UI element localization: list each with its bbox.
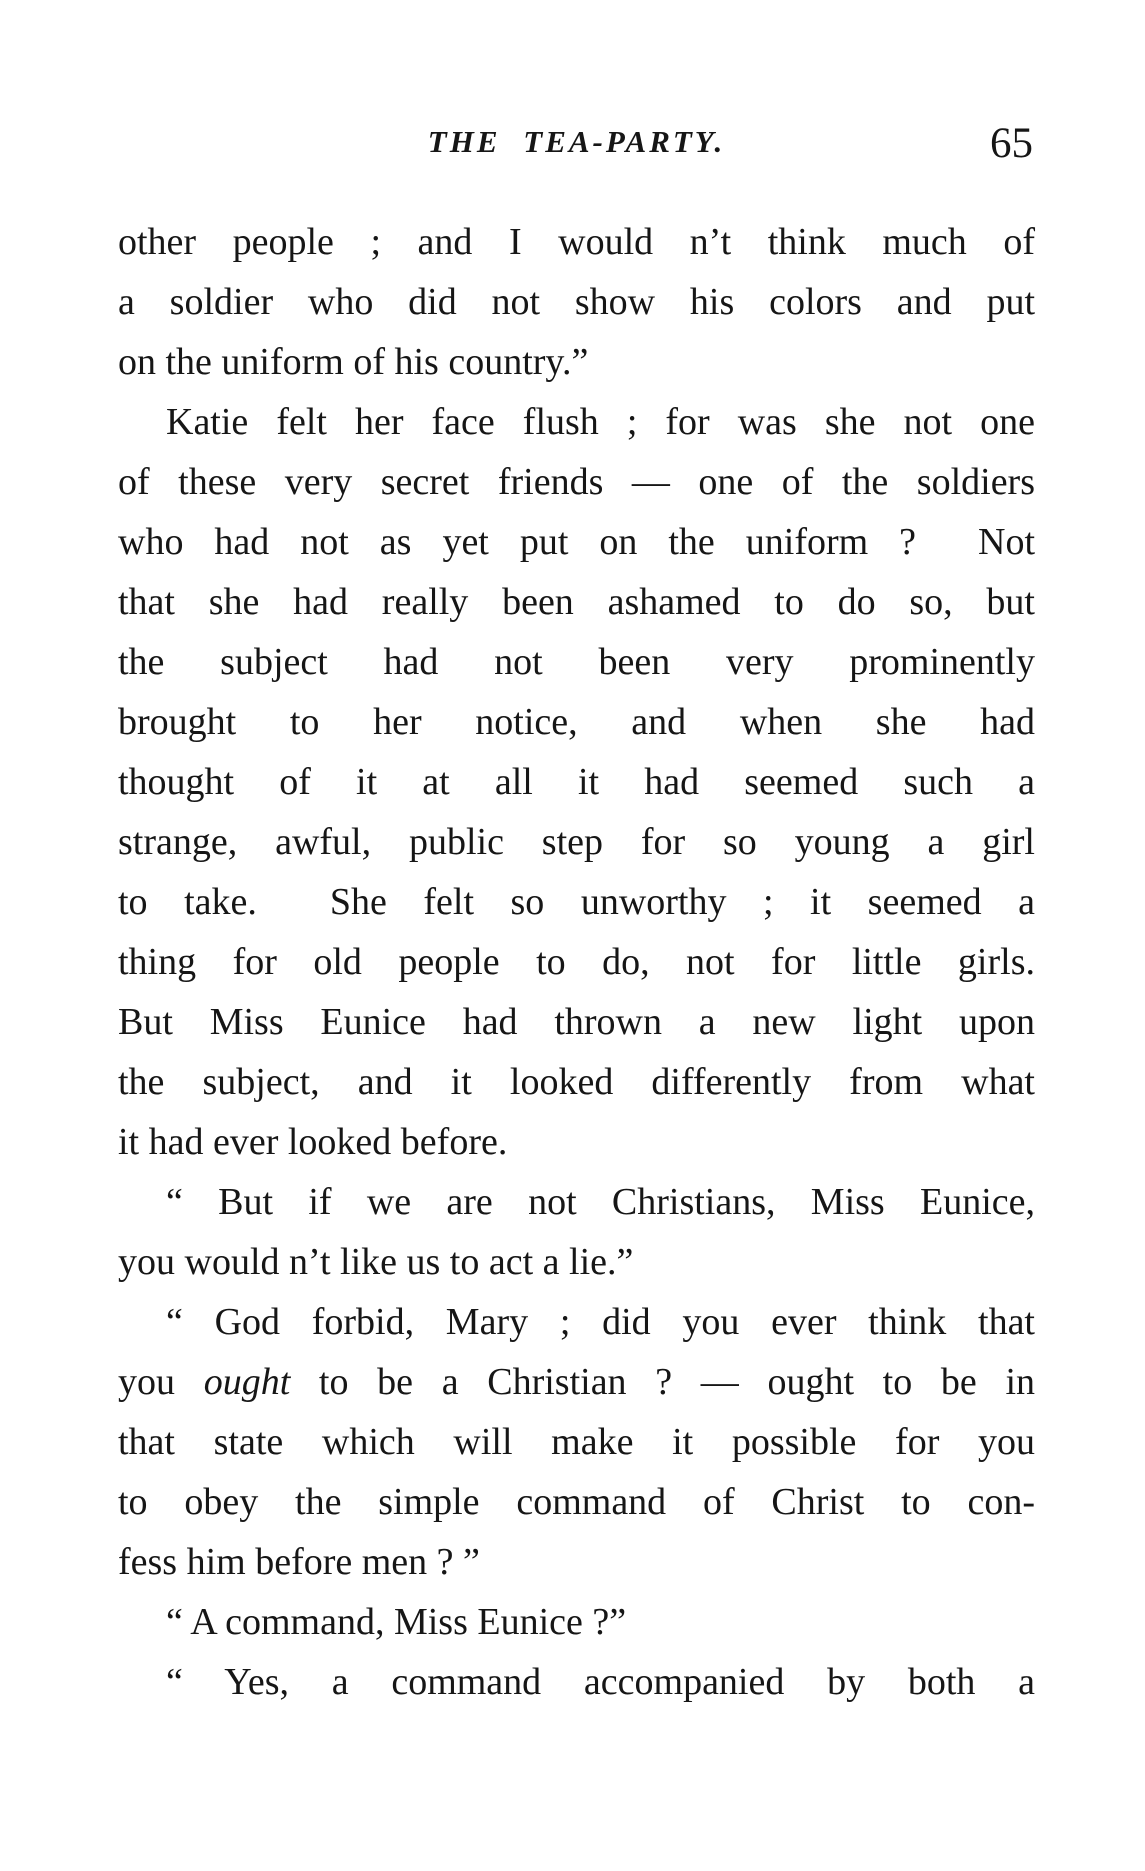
text-line [118,1352,1035,1412]
text-line [118,452,1035,512]
text-line [118,572,1035,632]
text-line [118,1652,1035,1712]
text-segment: “ God forbid, Mary ; did you ever think that [166,1301,1035,1343]
text-segment: to be a Christian ? — ought to be in [290,1361,1036,1403]
text-line [118,1232,1035,1292]
text-line [118,1532,1035,1592]
text-segment: But Miss Eunice had thrown a new light upon [118,1001,1035,1043]
text-segment: you would n’t like us to act a lie.” [118,1241,634,1283]
text-segment: other people ; and I would n’t think much of [118,221,1035,263]
text-line [118,632,1035,692]
text-line [118,992,1035,1052]
text-segment: to obey the simple command of Christ to con- [118,1481,1035,1523]
text-line [118,1412,1035,1472]
text-segment: strange, awful, public step for so young a girl [118,821,1035,863]
text-line [118,272,1035,332]
text-line [118,872,1035,932]
page-body [118,212,1035,1712]
text-segment: “ Yes, a command accompanied by both a [166,1661,1035,1703]
text-line [118,1472,1035,1532]
text-line [118,692,1035,752]
text-segment: “ A command, Miss Eunice ?” [166,1601,627,1643]
text-segment: on the uniform of his country.” [118,341,589,383]
text-segment: a soldier who did not show his colors and put [118,281,1035,323]
text-segment: it had ever looked before. [118,1121,508,1163]
running-title: THE TEA-PARTY. [427,124,726,159]
text-line [118,392,1035,452]
text-segment: the subject had not been very prominently [118,641,1035,683]
text-line [118,752,1035,812]
text-segment: of these very secret friends — one of the soldiers [118,461,1035,503]
text-segment: to take. She felt so unworthy ; it seemed a [118,881,1035,923]
text-segment: “ But if we are not Christians, Miss Eunice, [166,1181,1035,1223]
text-line [118,1052,1035,1112]
text-line [118,812,1035,872]
text-segment: Katie felt her face flush ; for was she not one [166,401,1035,443]
text-segment: the subject, and it looked differently from what [118,1061,1035,1103]
text-segment: you [118,1361,204,1403]
text-line [118,212,1035,272]
text-segment: that she had really been ashamed to do so, but [118,581,1035,623]
text-segment: fess him before men ? ” [118,1541,480,1583]
text-line [118,1592,1035,1652]
text-line [118,932,1035,992]
text-segment: brought to her notice, and when she had [118,701,1035,743]
text-segment: who had not as yet put on the uniform ? Not [118,521,1035,563]
page-number: 65 [990,120,1033,167]
text-line [118,1172,1035,1232]
italic-word: ought [203,1361,291,1403]
text-line [118,512,1035,572]
text-segment: thought of it at all it had seemed such a [118,761,1035,803]
text-line [118,1112,1035,1172]
text-line [118,332,1035,392]
text-line [118,1292,1035,1352]
text-segment: that state which will make it possible for you [118,1421,1035,1463]
text-segment: thing for old people to do, not for little girls. [118,941,1035,983]
